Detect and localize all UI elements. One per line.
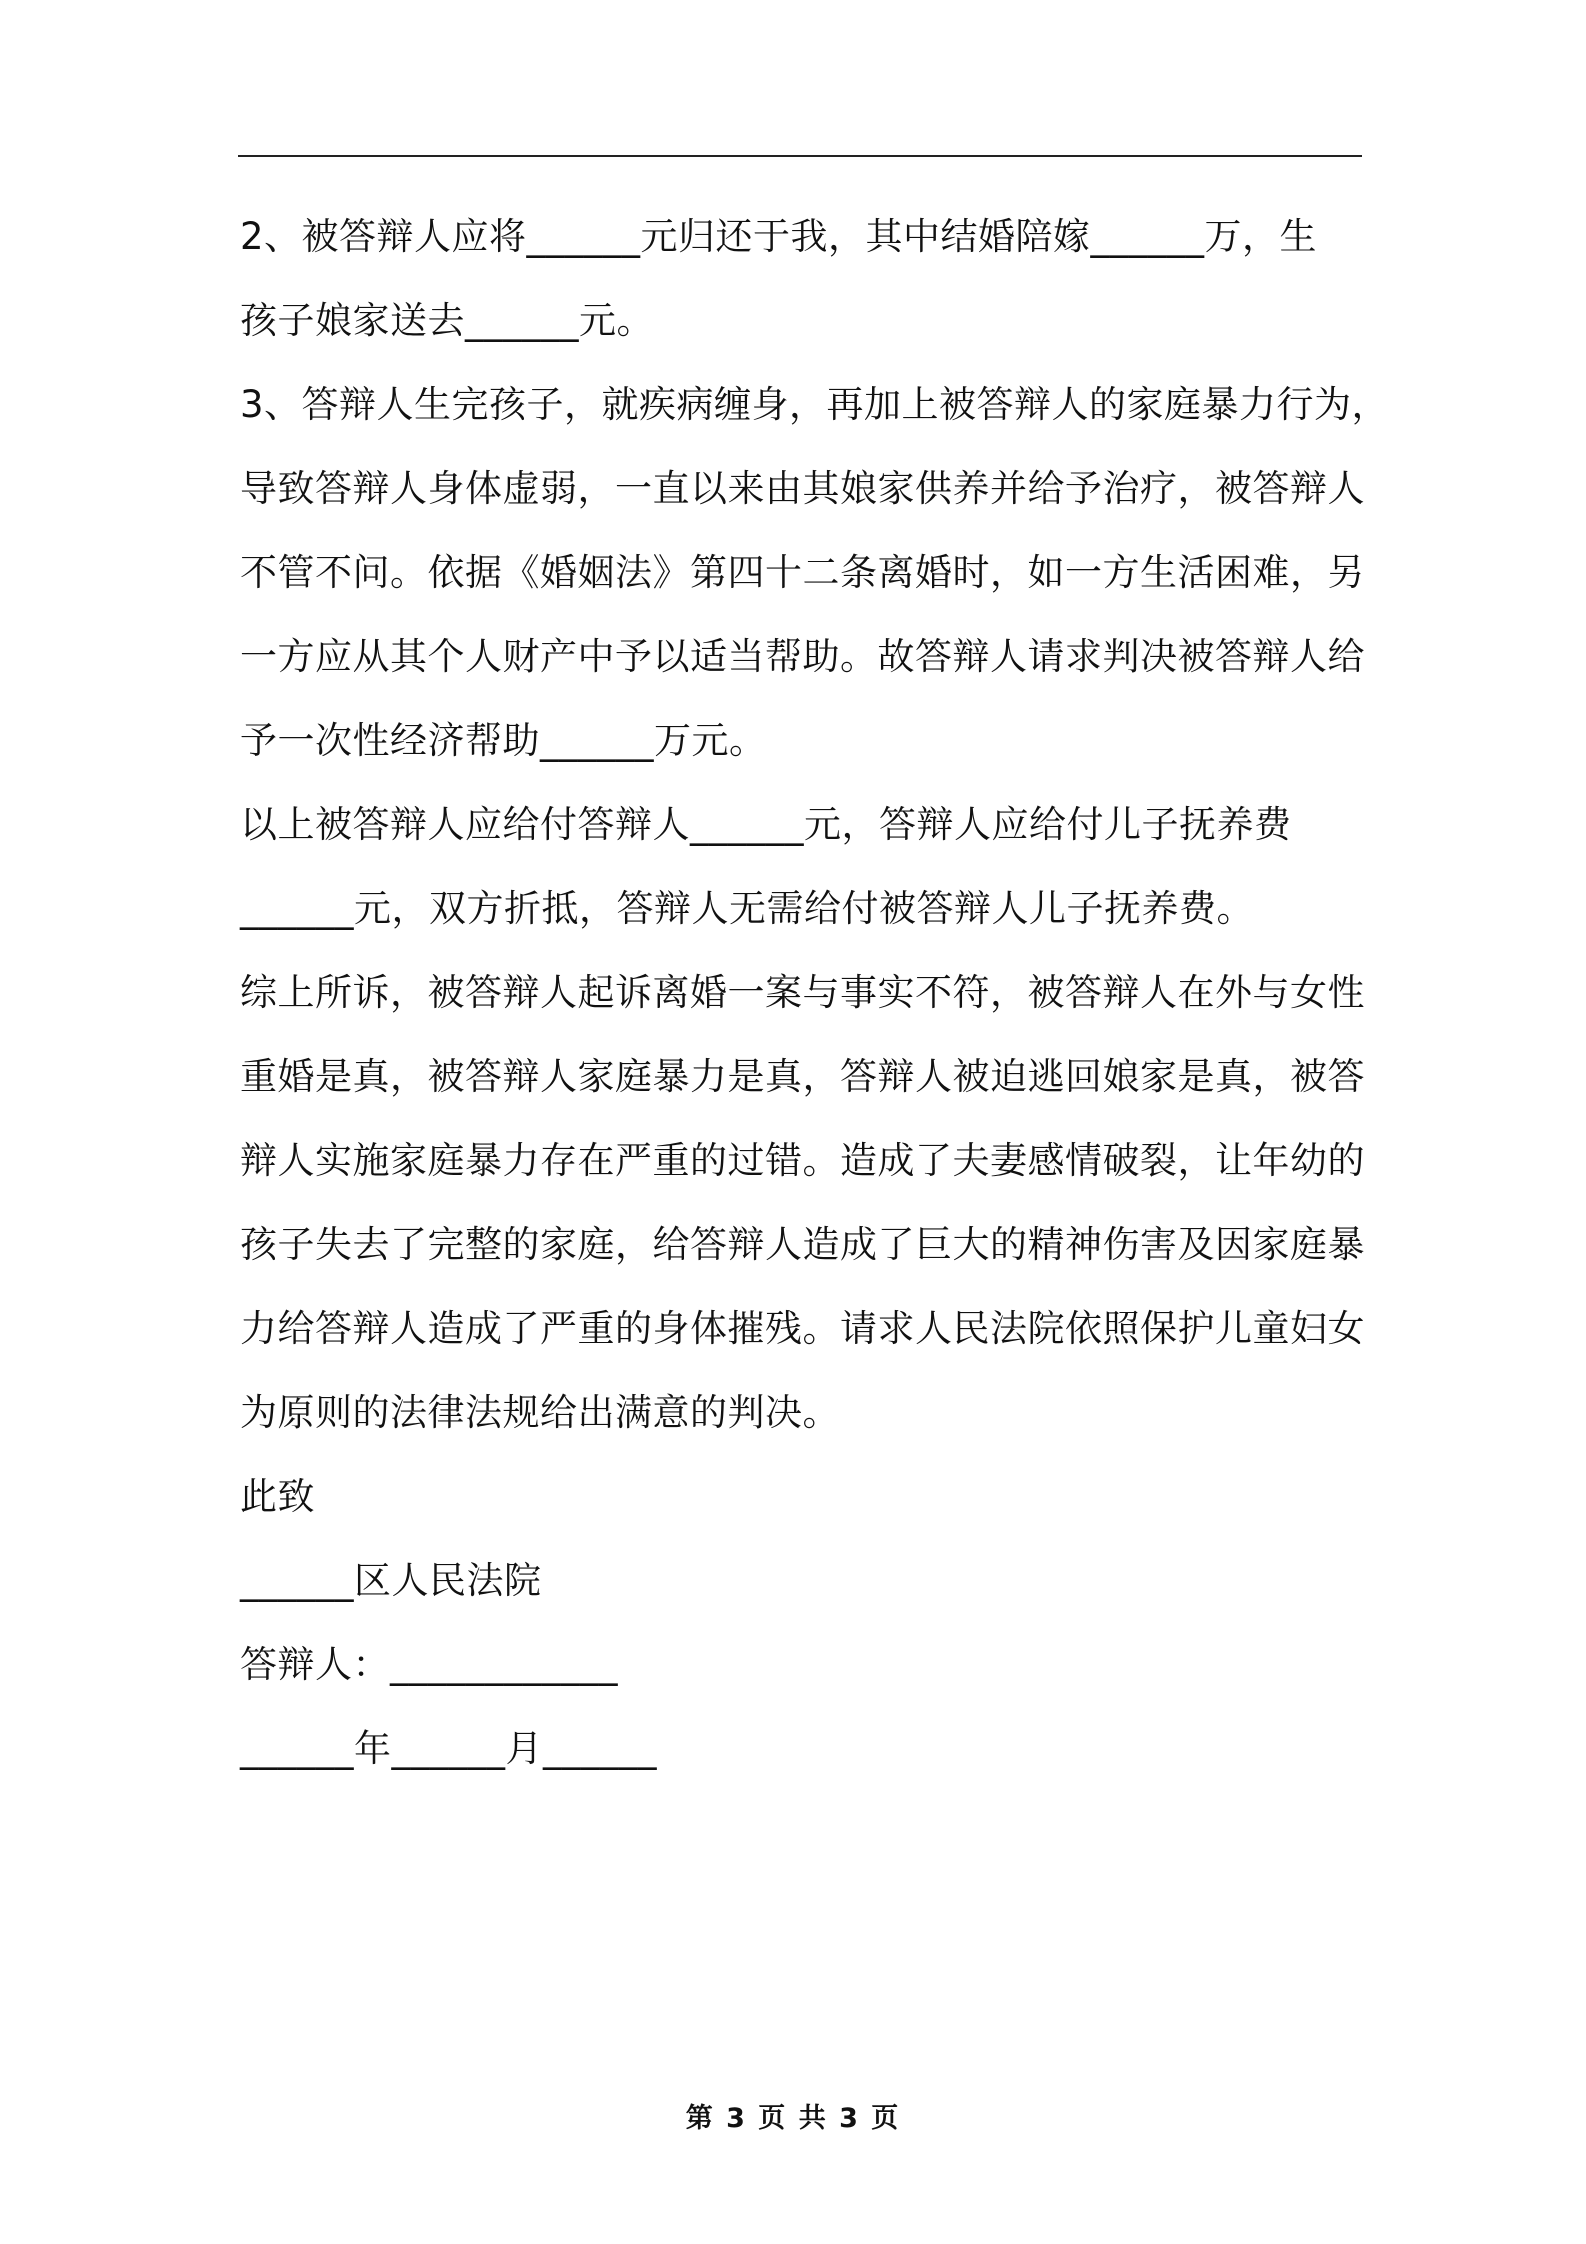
body-line: 予一次性经济帮助______万元。	[240, 719, 767, 762]
body-line: ______元，双方折抵，答辩人无需给付被答辩人儿子抚养费。	[240, 887, 1254, 930]
page-number: 第 3 页 共 3 页	[685, 2103, 901, 2134]
body-line: 3、答辩人生完孩子，就疾病缠身，再加上被答辩人的家庭暴力行为，	[240, 383, 1390, 426]
body-line: 以上被答辩人应给付答辩人______元，答辩人应给付儿子抚养费	[240, 803, 1292, 846]
date-line: ______年______月______	[240, 1727, 657, 1770]
body-line: 力给答辩人造成了严重的身体摧残。请求人民法院依照保护儿童妇女	[240, 1307, 1365, 1350]
body-line: 不管不问。依据《婚姻法》第四十二条离婚时，如一方生活困难，另	[240, 551, 1365, 594]
salutation: 此致	[240, 1475, 315, 1518]
body-line: 综上所诉，被答辩人起诉离婚一案与事实不符，被答辩人在外与女性	[240, 971, 1365, 1014]
body-line: 2、被答辩人应将______元归还于我，其中结婚陪嫁______万，生	[240, 215, 1318, 258]
signature-line: 答辩人：____________	[240, 1643, 618, 1686]
body-line: 孩子失去了完整的家庭，给答辩人造成了巨大的精神伤害及因家庭暴	[240, 1223, 1365, 1266]
body-line: 导致答辩人身体虚弱，一直以来由其娘家供养并给予治疗，被答辩人	[240, 467, 1365, 510]
header-rule	[238, 155, 1362, 157]
body-line: 为原则的法律法规给出满意的判决。	[240, 1391, 840, 1434]
body-line: 孩子娘家送去______元。	[240, 299, 654, 342]
body-line: 重婚是真，被答辩人家庭暴力是真，答辩人被迫逃回娘家是真，被答	[240, 1055, 1365, 1098]
body-line: 一方应从其个人财产中予以适当帮助。故答辩人请求判决被答辩人给	[240, 635, 1365, 678]
court-name-line: ______区人民法院	[240, 1559, 542, 1602]
body-line: 辩人实施家庭暴力存在严重的过错。造成了夫妻感情破裂，让年幼的	[240, 1139, 1365, 1182]
document-body	[240, 195, 1390, 1791]
